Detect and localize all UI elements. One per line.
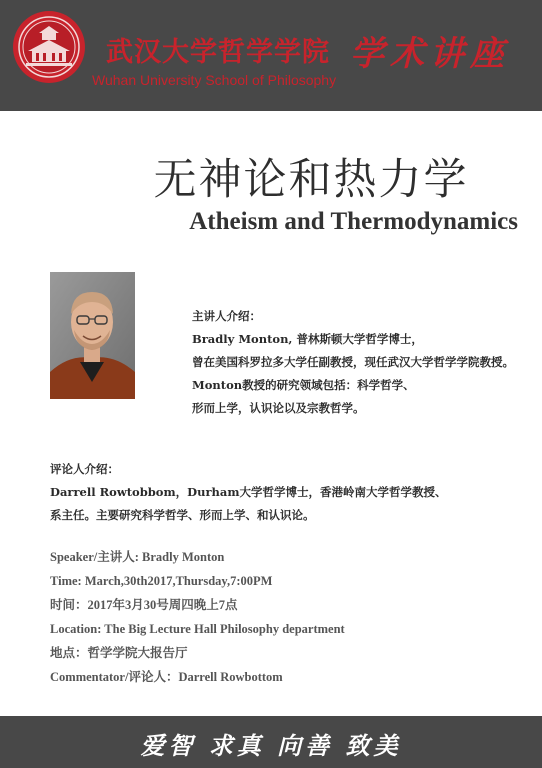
commentator-introduction xyxy=(50,458,447,527)
speaker-intro-line: Bradly Monton, 普林斯顿大学哲学博士， xyxy=(192,332,423,346)
detail-speaker: Speaker/主讲人: Bradly Monton xyxy=(50,550,225,564)
detail-location-english: Location: The Big Lecture Hall Philosophy department xyxy=(50,622,345,636)
speaker-intro-line: 形而上学，认识论以及宗教哲学。 xyxy=(192,401,365,415)
commentator-intro-line: 系主任。主要研究科学哲学、形而上学、和认识论。 xyxy=(50,508,315,522)
speaker-photo xyxy=(50,272,135,399)
commentator-intro-heading: 评论人介绍： xyxy=(50,462,119,476)
detail-commentator: Commentator/评论人：Darrell Rowbottom xyxy=(50,670,283,684)
detail-time-chinese: 时间：2017年3月30号周四晚上7点 xyxy=(50,598,238,612)
university-seal-logo xyxy=(12,10,86,84)
lecture-title-chinese: 无神论和热力学 xyxy=(153,155,469,205)
school-name-english: Wuhan University School of Philosophy xyxy=(92,72,337,88)
speaker-introduction xyxy=(192,305,514,420)
lecture-title-english: Atheism and Thermodynamics xyxy=(189,208,518,235)
commentator-intro-line: Darrell Rowtobbom，Durham大学哲学博士，香港岭南大学哲学教授、 xyxy=(50,485,447,499)
speaker-intro-line: 曾在美国科罗拉多大学任副教授，现任武汉大学哲学学院教授。 xyxy=(192,355,514,369)
speaker-intro-line: Monton教授的研究领域包括：科学哲学、 xyxy=(192,378,415,392)
school-name-chinese: 武汉大学哲学学院 xyxy=(106,37,330,68)
detail-location-chinese: 地点：哲学学院大报告厅 xyxy=(50,646,188,660)
school-motto: 爱智 求真 向善 致美 xyxy=(140,731,402,760)
lecture-label: 学术讲座 xyxy=(350,34,510,74)
speaker-intro-heading: 主讲人介绍： xyxy=(192,309,261,323)
detail-time-english: Time: March,30th2017,Thursday,7:00PM xyxy=(50,574,273,588)
header-band xyxy=(0,0,542,111)
footer-band xyxy=(0,716,542,768)
event-details xyxy=(50,545,345,689)
